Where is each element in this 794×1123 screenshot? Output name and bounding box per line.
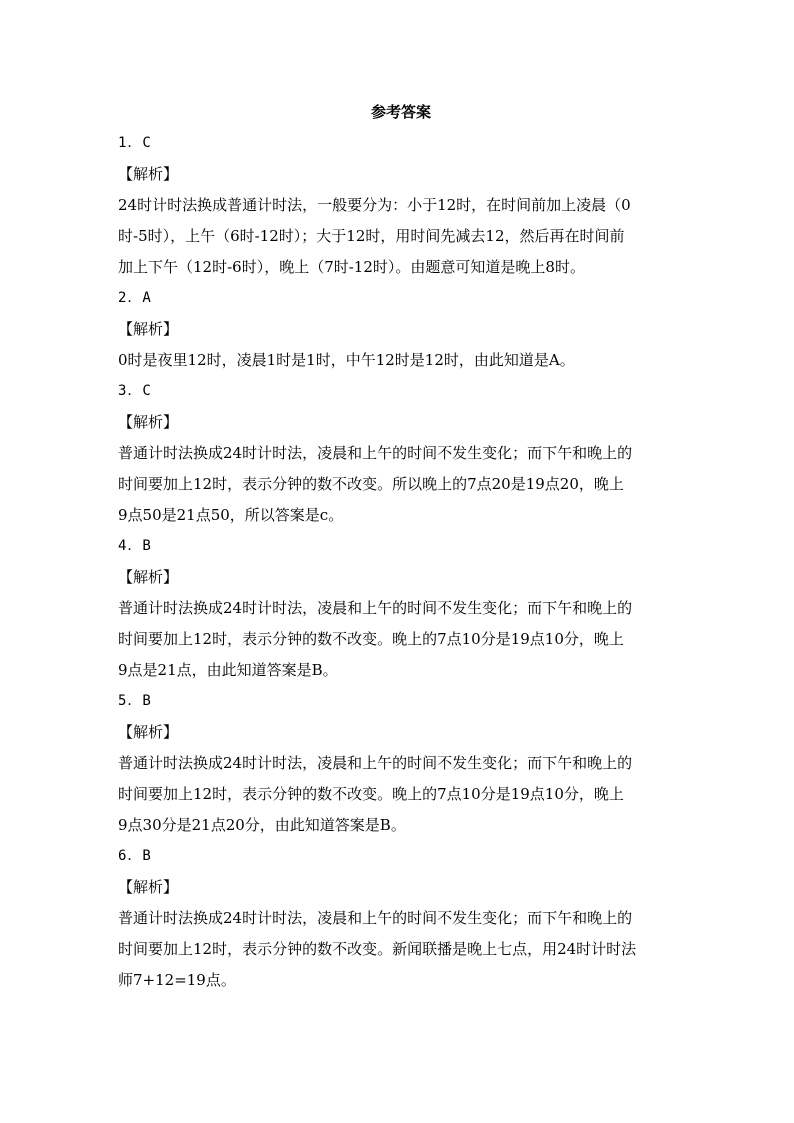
analysis-label: 【解析】: [118, 165, 179, 183]
answer-number: 4．B: [118, 538, 152, 554]
analysis-line: 普通计时法换成24时计时法，凌晨和上午的时间不发生变化；而下午和晚上的: [118, 754, 633, 772]
analysis-line: 普通计时法换成24时计时法，凌晨和上午的时间不发生变化；而下午和晚上的: [118, 599, 633, 617]
analysis-line: 时间要加上12时，表示分钟的数不改变。晚上的7点10分是19点10分，晚上: [118, 630, 624, 648]
analysis-line: 时间要加上12时，表示分钟的数不改变。新闻联播是晚上七点，用24时计时法: [118, 940, 637, 958]
analysis-line: 24时计时法换成普通计时法，一般要分为：小于12时，在时间前加上凌晨（0: [118, 196, 631, 214]
analysis-line: 师7+12=19点。: [118, 971, 236, 989]
analysis-label: 【解析】: [118, 878, 179, 896]
analysis-line: 时间要加上12时，表示分钟的数不改变。所以晚上的7点20是19点20，晚上: [118, 475, 624, 493]
answer-item-4: [118, 531, 684, 686]
analysis-line: 时间要加上12时，表示分钟的数不改变。晚上的7点10分是19点10分，晚上: [118, 785, 624, 803]
analysis-line: 普通计时法换成24时计时法，凌晨和上午的时间不发生变化；而下午和晚上的: [118, 909, 633, 927]
analysis-label: 【解析】: [118, 723, 179, 741]
answer-number: 2．A: [118, 290, 152, 306]
page-title: 参考答案: [370, 103, 431, 121]
analysis-line: 0时是夜里12时，凌晨1时是1时，中午12时是12时，由此知道是A。: [118, 351, 575, 369]
answer-item-3: [118, 376, 684, 531]
answer-item-5: [118, 686, 684, 841]
answer-item-1: [118, 128, 684, 283]
analysis-label: 【解析】: [118, 320, 179, 338]
answer-number: 3．C: [118, 383, 152, 399]
analysis-line: 9点30分是21点20分，由此知道答案是B。: [118, 816, 406, 834]
analysis-line: 普通计时法换成24时计时法，凌晨和上午的时间不发生变化；而下午和晚上的: [118, 444, 633, 462]
analysis-label: 【解析】: [118, 413, 179, 431]
analysis-label: 【解析】: [118, 568, 179, 586]
answer-item-6: [118, 841, 684, 996]
analysis-line: 9点是21点，由此知道答案是B。: [118, 661, 338, 679]
answer-content: [118, 97, 684, 996]
answer-number: 1．C: [118, 135, 152, 151]
answer-item-2: [118, 283, 684, 376]
answer-number: 6．B: [118, 848, 152, 864]
analysis-line: 时-5时），上午（6时-12时）；大于12时，用时间先减去12，然后再在时间前: [118, 227, 625, 245]
answer-number: 5．B: [118, 693, 152, 709]
analysis-line: 9点50是21点50，所以答案是c。: [118, 506, 344, 524]
analysis-line: 加上下午（12时-6时），晚上（7时-12时）。由题意可知道是晚上8时。: [118, 258, 585, 276]
